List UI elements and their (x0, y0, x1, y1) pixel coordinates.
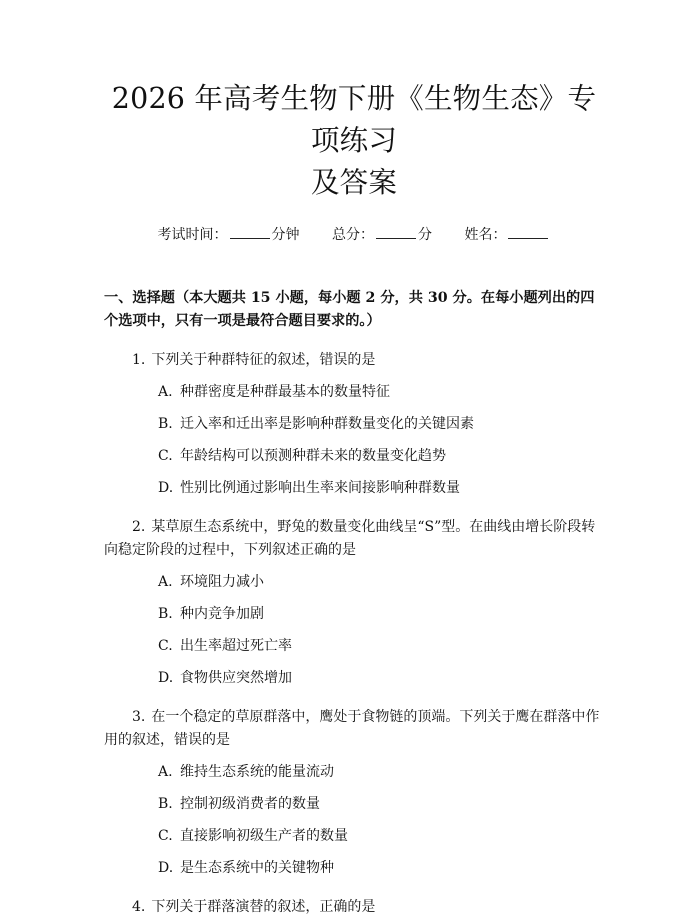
option-text: 种内竞争加剧 (180, 606, 264, 622)
option-text: 年龄结构可以预测种群未来的数量变化趋势 (180, 448, 446, 464)
exam-time-field (158, 226, 300, 244)
option-letter: D. (158, 860, 174, 876)
total-score-blank (376, 226, 416, 239)
option-letter: B. (158, 416, 173, 432)
option-letter: D. (158, 670, 174, 686)
student-name-label: 姓名： (464, 227, 507, 243)
option-item (104, 635, 604, 658)
option-letter: C. (158, 448, 173, 464)
option-item (104, 603, 604, 626)
question-text: 某草原生态系统中，野兔的数量变化曲线呈“S”型。在曲线由增长阶段转向稳定阶段的过程中，下列叙述正确的是 (104, 519, 596, 558)
option-text: 出生率超过死亡率 (180, 638, 292, 654)
option-text: 食物供应突然增加 (180, 670, 292, 686)
question-text: 在一个稳定的草原群落中，鹰处于食物链的顶端。下列关于鹰在群落中作用的叙述，错误的是 (104, 709, 600, 748)
question-stem (104, 706, 604, 752)
option-text: 环境阻力减小 (180, 574, 264, 590)
question-number: 4. (132, 899, 146, 915)
exam-info (104, 226, 604, 244)
exam-time-blank (230, 226, 270, 239)
question-stem (104, 516, 604, 562)
section-header: 一、选择题（本大题共 15 小题，每小题 2 分，共 30 分。在每小题列出的四个选项中，只有一项是最符合题目要求的。） (104, 290, 595, 329)
exam-time-unit: 分钟 (271, 227, 300, 243)
question-text: 下列关于种群特征的叙述，错误的是 (151, 352, 376, 368)
option-letter: C. (158, 828, 173, 844)
student-name-field (464, 226, 550, 244)
option-item (104, 413, 604, 436)
option-item (104, 825, 604, 848)
question-block (104, 706, 604, 880)
option-item (104, 793, 604, 816)
option-item (104, 381, 604, 404)
option-item (104, 445, 604, 468)
question-block (104, 896, 604, 919)
option-text: 直接影响初级生产者的数量 (180, 828, 348, 844)
total-score-field (332, 226, 432, 244)
option-list (104, 571, 604, 690)
option-letter: B. (158, 606, 173, 622)
option-item (104, 477, 604, 500)
exam-time-label: 考试时间： (157, 227, 228, 243)
question-number: 2. (132, 519, 146, 535)
title-line-1: 2026 年高考生物下册《生物生态》专项练习 (111, 82, 597, 157)
total-score-unit: 分 (418, 227, 432, 243)
question-stem (104, 896, 604, 919)
title-line-2: 及答案 (310, 166, 398, 199)
option-text: 维持生态系统的能量流动 (180, 764, 334, 780)
option-letter: D. (158, 480, 174, 496)
student-name-blank (508, 226, 548, 239)
option-item (104, 761, 604, 784)
option-list (104, 761, 604, 880)
question-stem (104, 349, 604, 372)
document-title (104, 0, 604, 204)
option-letter: C. (158, 638, 173, 654)
option-item (104, 571, 604, 594)
question-block (104, 349, 604, 500)
question-block (104, 516, 604, 690)
option-letter: A. (158, 764, 173, 780)
option-item (104, 857, 604, 880)
option-text: 种群密度是种群最基本的数量特征 (180, 384, 390, 400)
option-text: 性别比例通过影响出生率来间接影响种群数量 (180, 480, 460, 496)
option-item (104, 667, 604, 690)
total-score-label: 总分： (332, 227, 374, 243)
option-list (104, 381, 604, 500)
question-text: 下列关于群落演替的叙述，正确的是 (151, 899, 376, 915)
option-letter: A. (158, 574, 173, 590)
option-text: 迁入率和迁出率是影响种群数量变化的关键因素 (180, 416, 474, 432)
option-text: 是生态系统中的关键物种 (180, 860, 334, 876)
question-number: 3. (132, 709, 146, 725)
option-letter: B. (158, 796, 173, 812)
option-text: 控制初级消费者的数量 (180, 796, 320, 812)
question-number: 1. (132, 352, 146, 368)
option-letter: A. (158, 384, 173, 400)
